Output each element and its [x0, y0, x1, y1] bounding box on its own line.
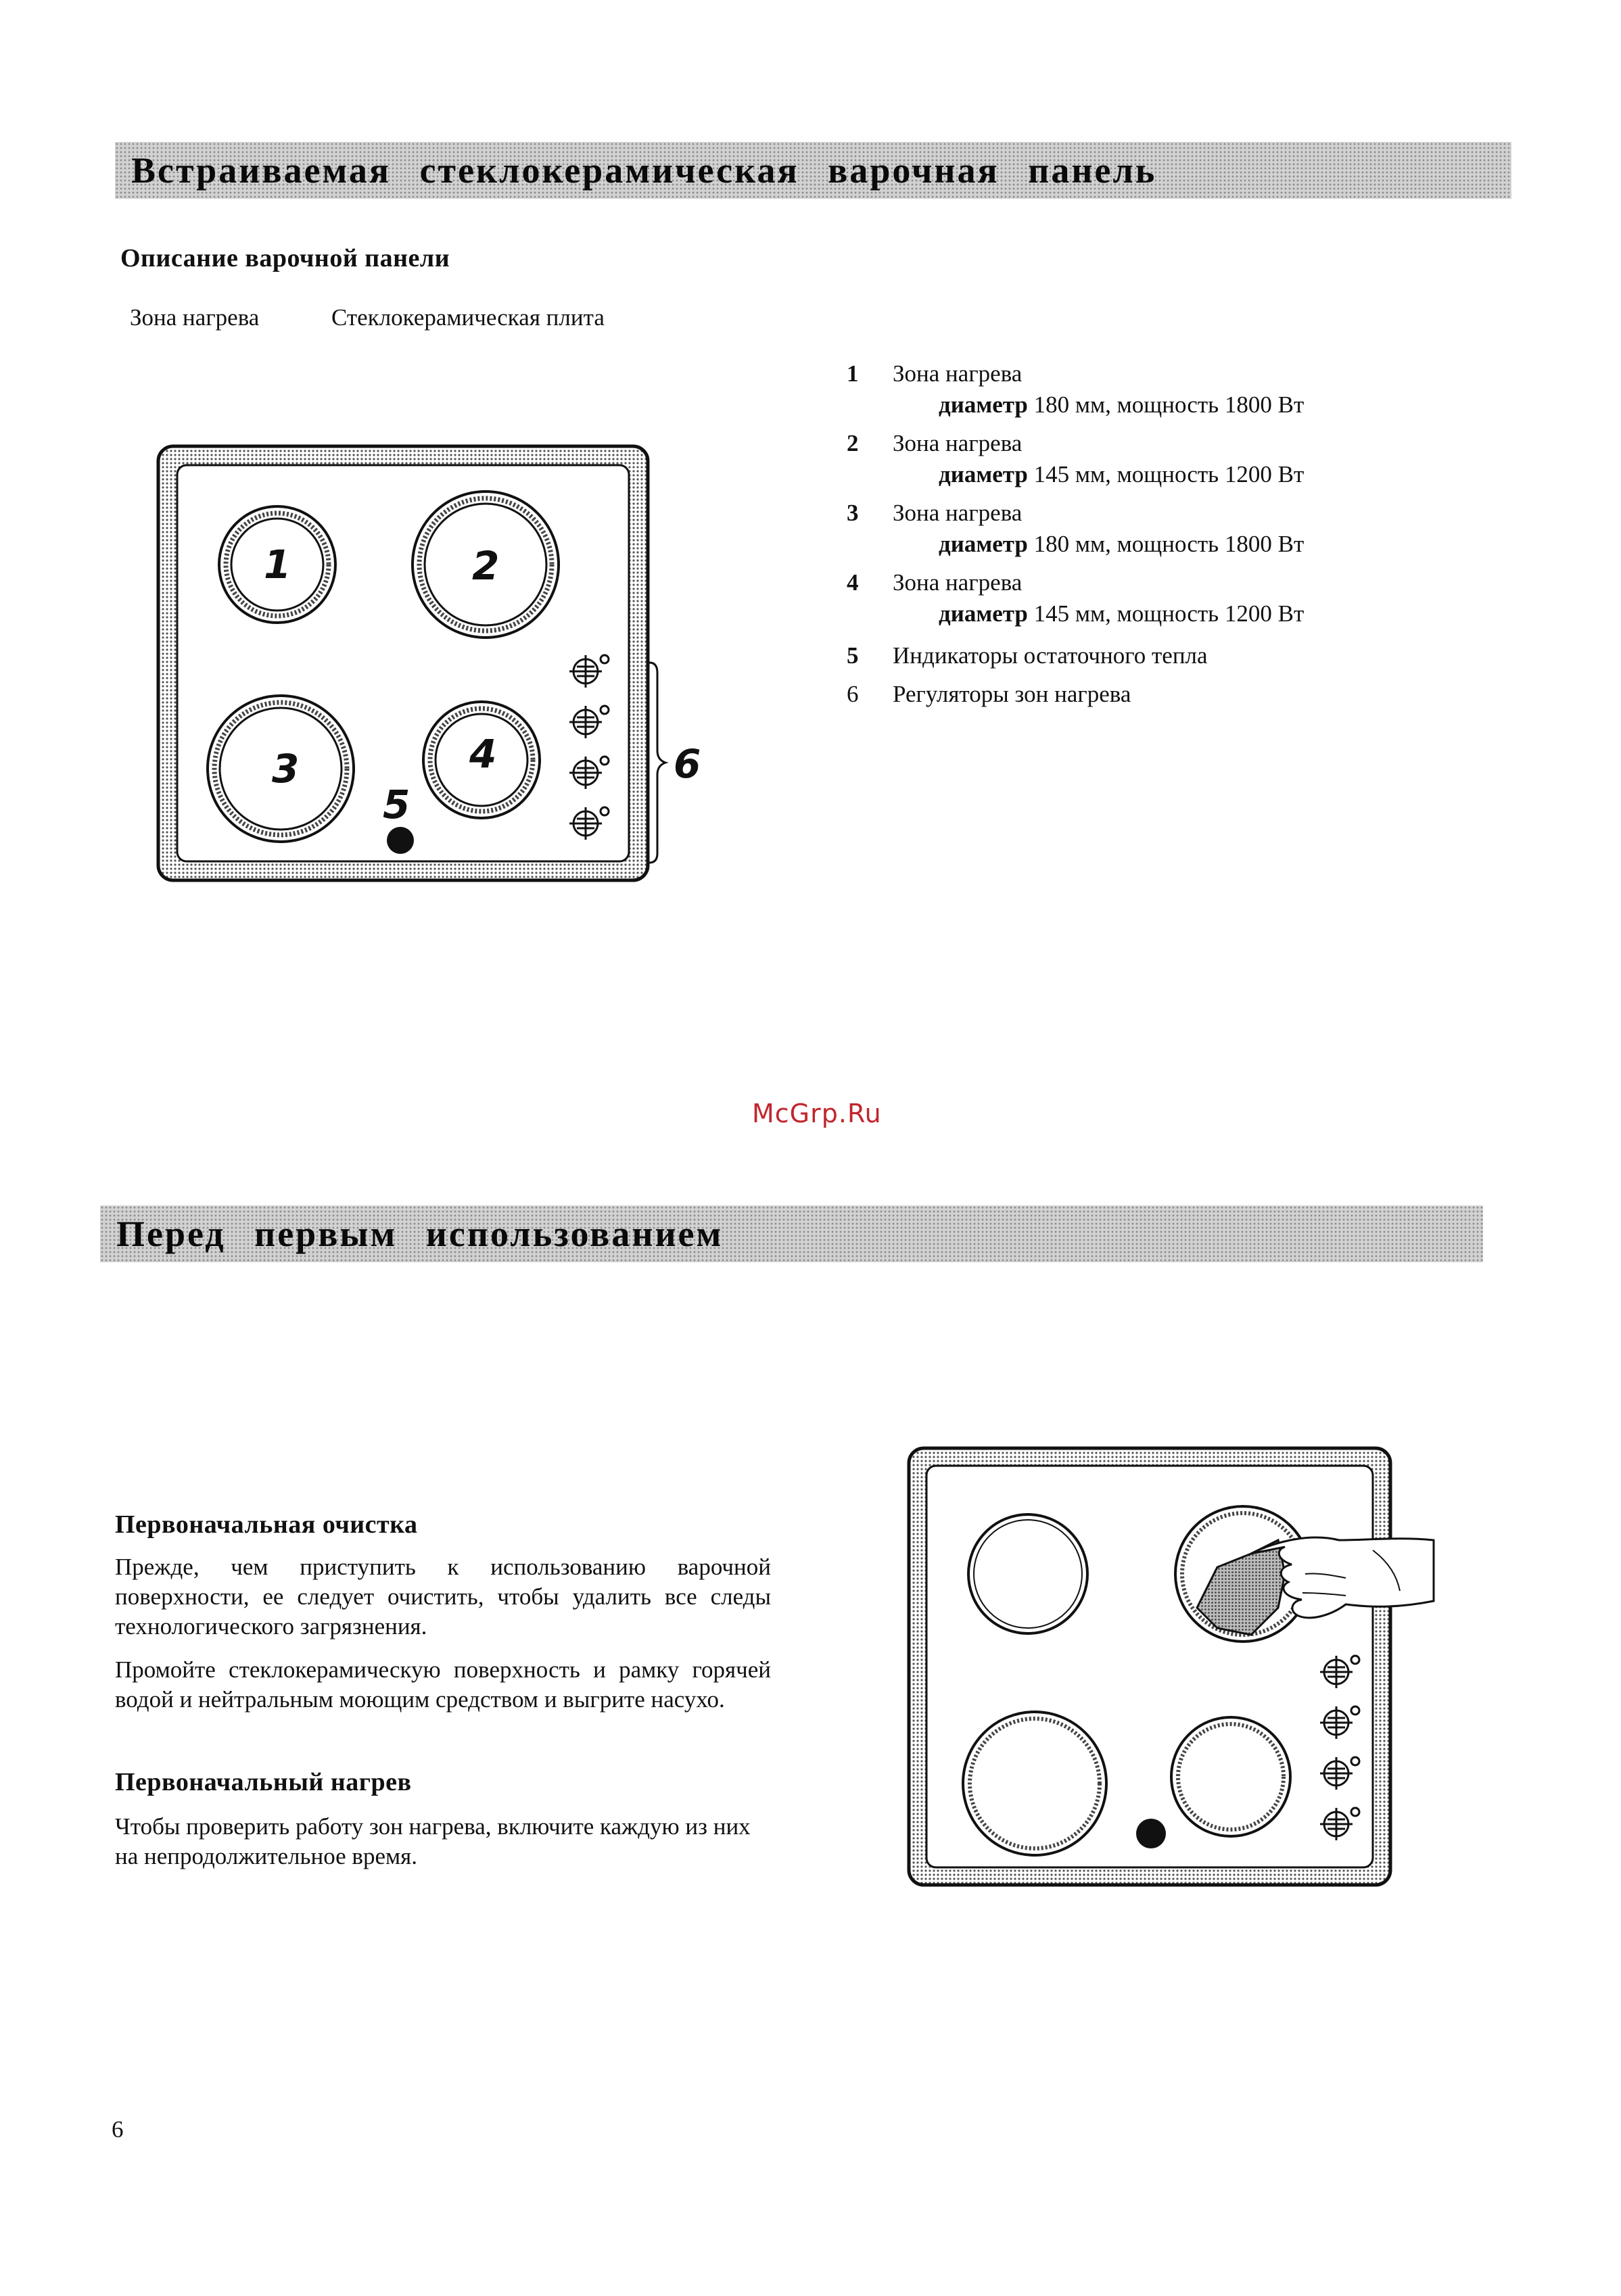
- knob-bracket: [649, 663, 665, 863]
- cleaning-heading: Первоначальная очистка: [115, 1510, 418, 1539]
- diagram-label-6: 6: [674, 741, 701, 787]
- section2-banner: [100, 1205, 1483, 1262]
- section2-title: Перед первым использованием: [116, 1214, 724, 1254]
- legend-num: 3: [847, 500, 859, 526]
- diagram-label-2: 1: [264, 542, 291, 588]
- legend-item-6: [847, 679, 1455, 710]
- page-number: 6: [112, 2116, 124, 2143]
- cleaning-paragraph-2: Промойте стеклокерамическую поверхность и рамку горячей водой и нейтральным моющим средством и выгрите насухо.: [115, 1656, 771, 1713]
- diagram-label-1: 3: [272, 746, 300, 792]
- label-heating-zone: Зона нагрева: [130, 304, 260, 331]
- diagram-label-4: 4: [469, 731, 497, 777]
- legend-num: 4: [847, 569, 859, 596]
- section1-subtitle: Описание варочной панели: [120, 244, 450, 272]
- heating-heading: Первоначальный нагрев: [115, 1768, 412, 1796]
- legend-num: 2: [847, 430, 859, 456]
- section1-title: Встраиваемая стеклокерамическая варочная панель: [131, 150, 1157, 191]
- legend-title: Регуляторы зон нагрева: [893, 681, 1131, 707]
- legend-num: 1: [847, 360, 859, 387]
- legend-title: Индикаторы остаточного тепла: [893, 642, 1208, 669]
- legend-item-3: [847, 498, 1455, 560]
- legend-title: Зона нагрева: [893, 569, 1023, 596]
- legend-item-1: [847, 358, 1455, 421]
- legend-title: Зона нагрева: [893, 360, 1023, 387]
- label-ceramic-plate: Стеклокерамическая плита: [331, 304, 605, 331]
- legend-item-4: [847, 567, 1455, 629]
- diagram-label-3: 2: [472, 543, 500, 589]
- residual-heat-indicator: [1136, 1819, 1166, 1848]
- watermark-text: McGrp.Ru: [752, 1099, 882, 1128]
- section1-banner: [115, 142, 1511, 199]
- legend-spec: диаметр 145 мм, мощность 1200 Вт: [939, 600, 1305, 627]
- legend-item-5: [847, 640, 1455, 671]
- cooktop-cleaning-diagram: [899, 1439, 1440, 1898]
- legend-num: 5: [847, 642, 859, 669]
- diagram-label-5: 5: [383, 782, 410, 828]
- legend-spec: диаметр 180 мм, мощность 1800 Вт: [939, 391, 1305, 418]
- cleaning-paragraph-1: Прежде, чем приступить к использованию варочной поверхности, ее следует очистить, чтобы удалить все следы технологического загрязнения.: [115, 1554, 771, 1640]
- legend-item-2: [847, 428, 1455, 490]
- legend-num: 6: [847, 681, 859, 707]
- heating-paragraph: Чтобы проверить работу зон нагрева, включите каждую из них на непродолжительное время.: [115, 1813, 751, 1869]
- legend-title: Зона нагрева: [893, 500, 1023, 526]
- legend-spec: диаметр 145 мм, мощность 1200 Вт: [939, 461, 1305, 487]
- cooktop-diagram: [149, 433, 703, 892]
- legend-title: Зона нагрева: [893, 430, 1023, 456]
- residual-heat-indicator: [387, 827, 414, 854]
- legend-spec: диаметр 180 мм, мощность 1800 Вт: [939, 531, 1305, 557]
